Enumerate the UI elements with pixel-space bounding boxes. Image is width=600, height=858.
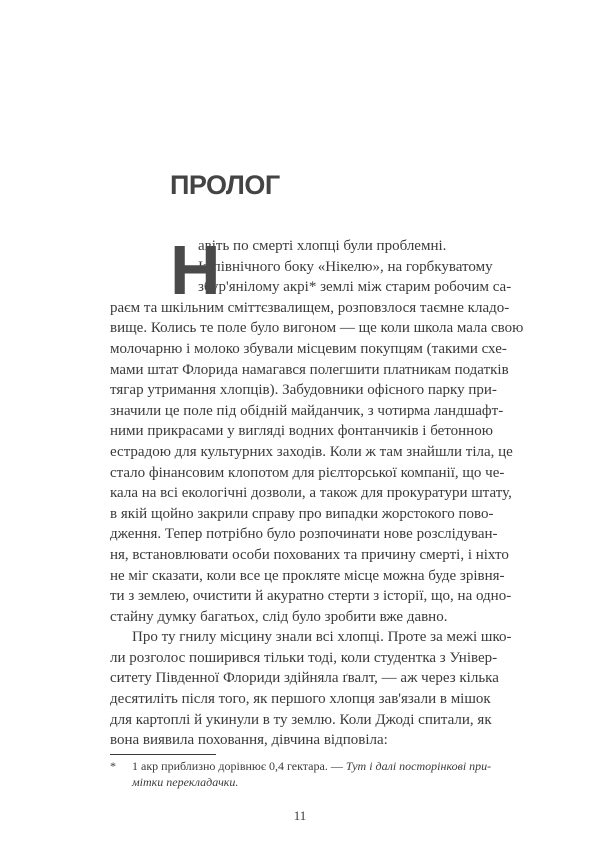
text-line: вона виявила поховання, дівчина відповіла:	[110, 732, 388, 749]
text-line: ситету Південної Флориди здійняла ґвалт, — аж через кілька	[110, 670, 499, 687]
text-line: Про ту гнилу місцину знали всі хлопці. Проте за межі шко-	[132, 629, 512, 646]
page-number: 11	[293, 808, 307, 823]
footnote-line: мітки перекладачки.	[132, 775, 239, 789]
text-line: для картоплі й укинули в ту землю. Коли Джоді спитали, як	[110, 711, 492, 728]
text-line: десятиліть після того, як першого хлопця зав'язали в мішок	[110, 691, 491, 708]
footnote-marker: *	[110, 759, 116, 773]
text-line: дження. Тепер потрібно було розпочинати нове розслідуван-	[110, 526, 498, 543]
footnote-text: 1 акр приблизно дорівнює 0,4 гектара. —	[132, 759, 346, 773]
text-line: в якій щойно закрили справу про випадки жорстокого пово-	[110, 505, 494, 522]
text-line: ними прикрасами у вигляді водних фонтанчиків і бетонною	[110, 423, 493, 440]
text-line: ня, встановлювати особи похованих та причину смерті, і ніхто	[110, 546, 509, 563]
text-line: мами штат Флорида намагався полегшити платникам податків	[110, 361, 509, 378]
text-line: стало фінансовим клопотом для рієлторської компанії, що че-	[110, 464, 505, 481]
body-text	[110, 231, 533, 751]
text-line: стайну думку багатьох, слід було зробити вже давно.	[110, 608, 448, 625]
footnote-divider	[110, 754, 216, 755]
text-line: збур'янілому акрі* землі між старим робочим са-	[198, 279, 512, 296]
text-line: ти з землею, очистити й акуратно стерти з історії, що, на одно-	[110, 588, 512, 605]
text-line: значили це поле під обідній майданчик, з чотирма ландшафт-	[110, 402, 504, 419]
text-line: вище. Колись те поле було вигоном — ще коли школа мала свою	[110, 320, 524, 337]
text-line: тягар утримання хлопців). Забудовники офісного парку при-	[110, 382, 497, 399]
text-line: авіть по смерті хлопці були проблемні.	[198, 238, 447, 254]
drop-cap: Н	[170, 231, 221, 309]
footnote	[110, 758, 533, 790]
text-line: ли розголос поширився тільки тоді, коли студентка з Універ-	[110, 649, 498, 666]
text-line: не міг сказати, коли все це прокляте місце можна буде зрівня-	[110, 567, 505, 584]
text-line: Із північного боку «Нікелю», на горбкуватому	[198, 258, 493, 275]
text-line: естрадою для культурних заходів. Коли ж там знайшли тіла, це	[110, 443, 513, 460]
chapter-title: ПРОЛОГ	[170, 170, 280, 200]
text-line: молочарню і молоко збували місцевим покупцям (такими схе-	[110, 340, 507, 357]
text-line: кала на всі екологічні дозволи, а також для прокуратури штату,	[110, 485, 512, 502]
footnote-line	[132, 758, 533, 774]
footnote-translator-note: Тут і далі посторінкові при-	[345, 759, 492, 773]
text-line: раєм та шкільним сміттєзвалищем, розповзлося таємне кладо-	[110, 299, 510, 316]
